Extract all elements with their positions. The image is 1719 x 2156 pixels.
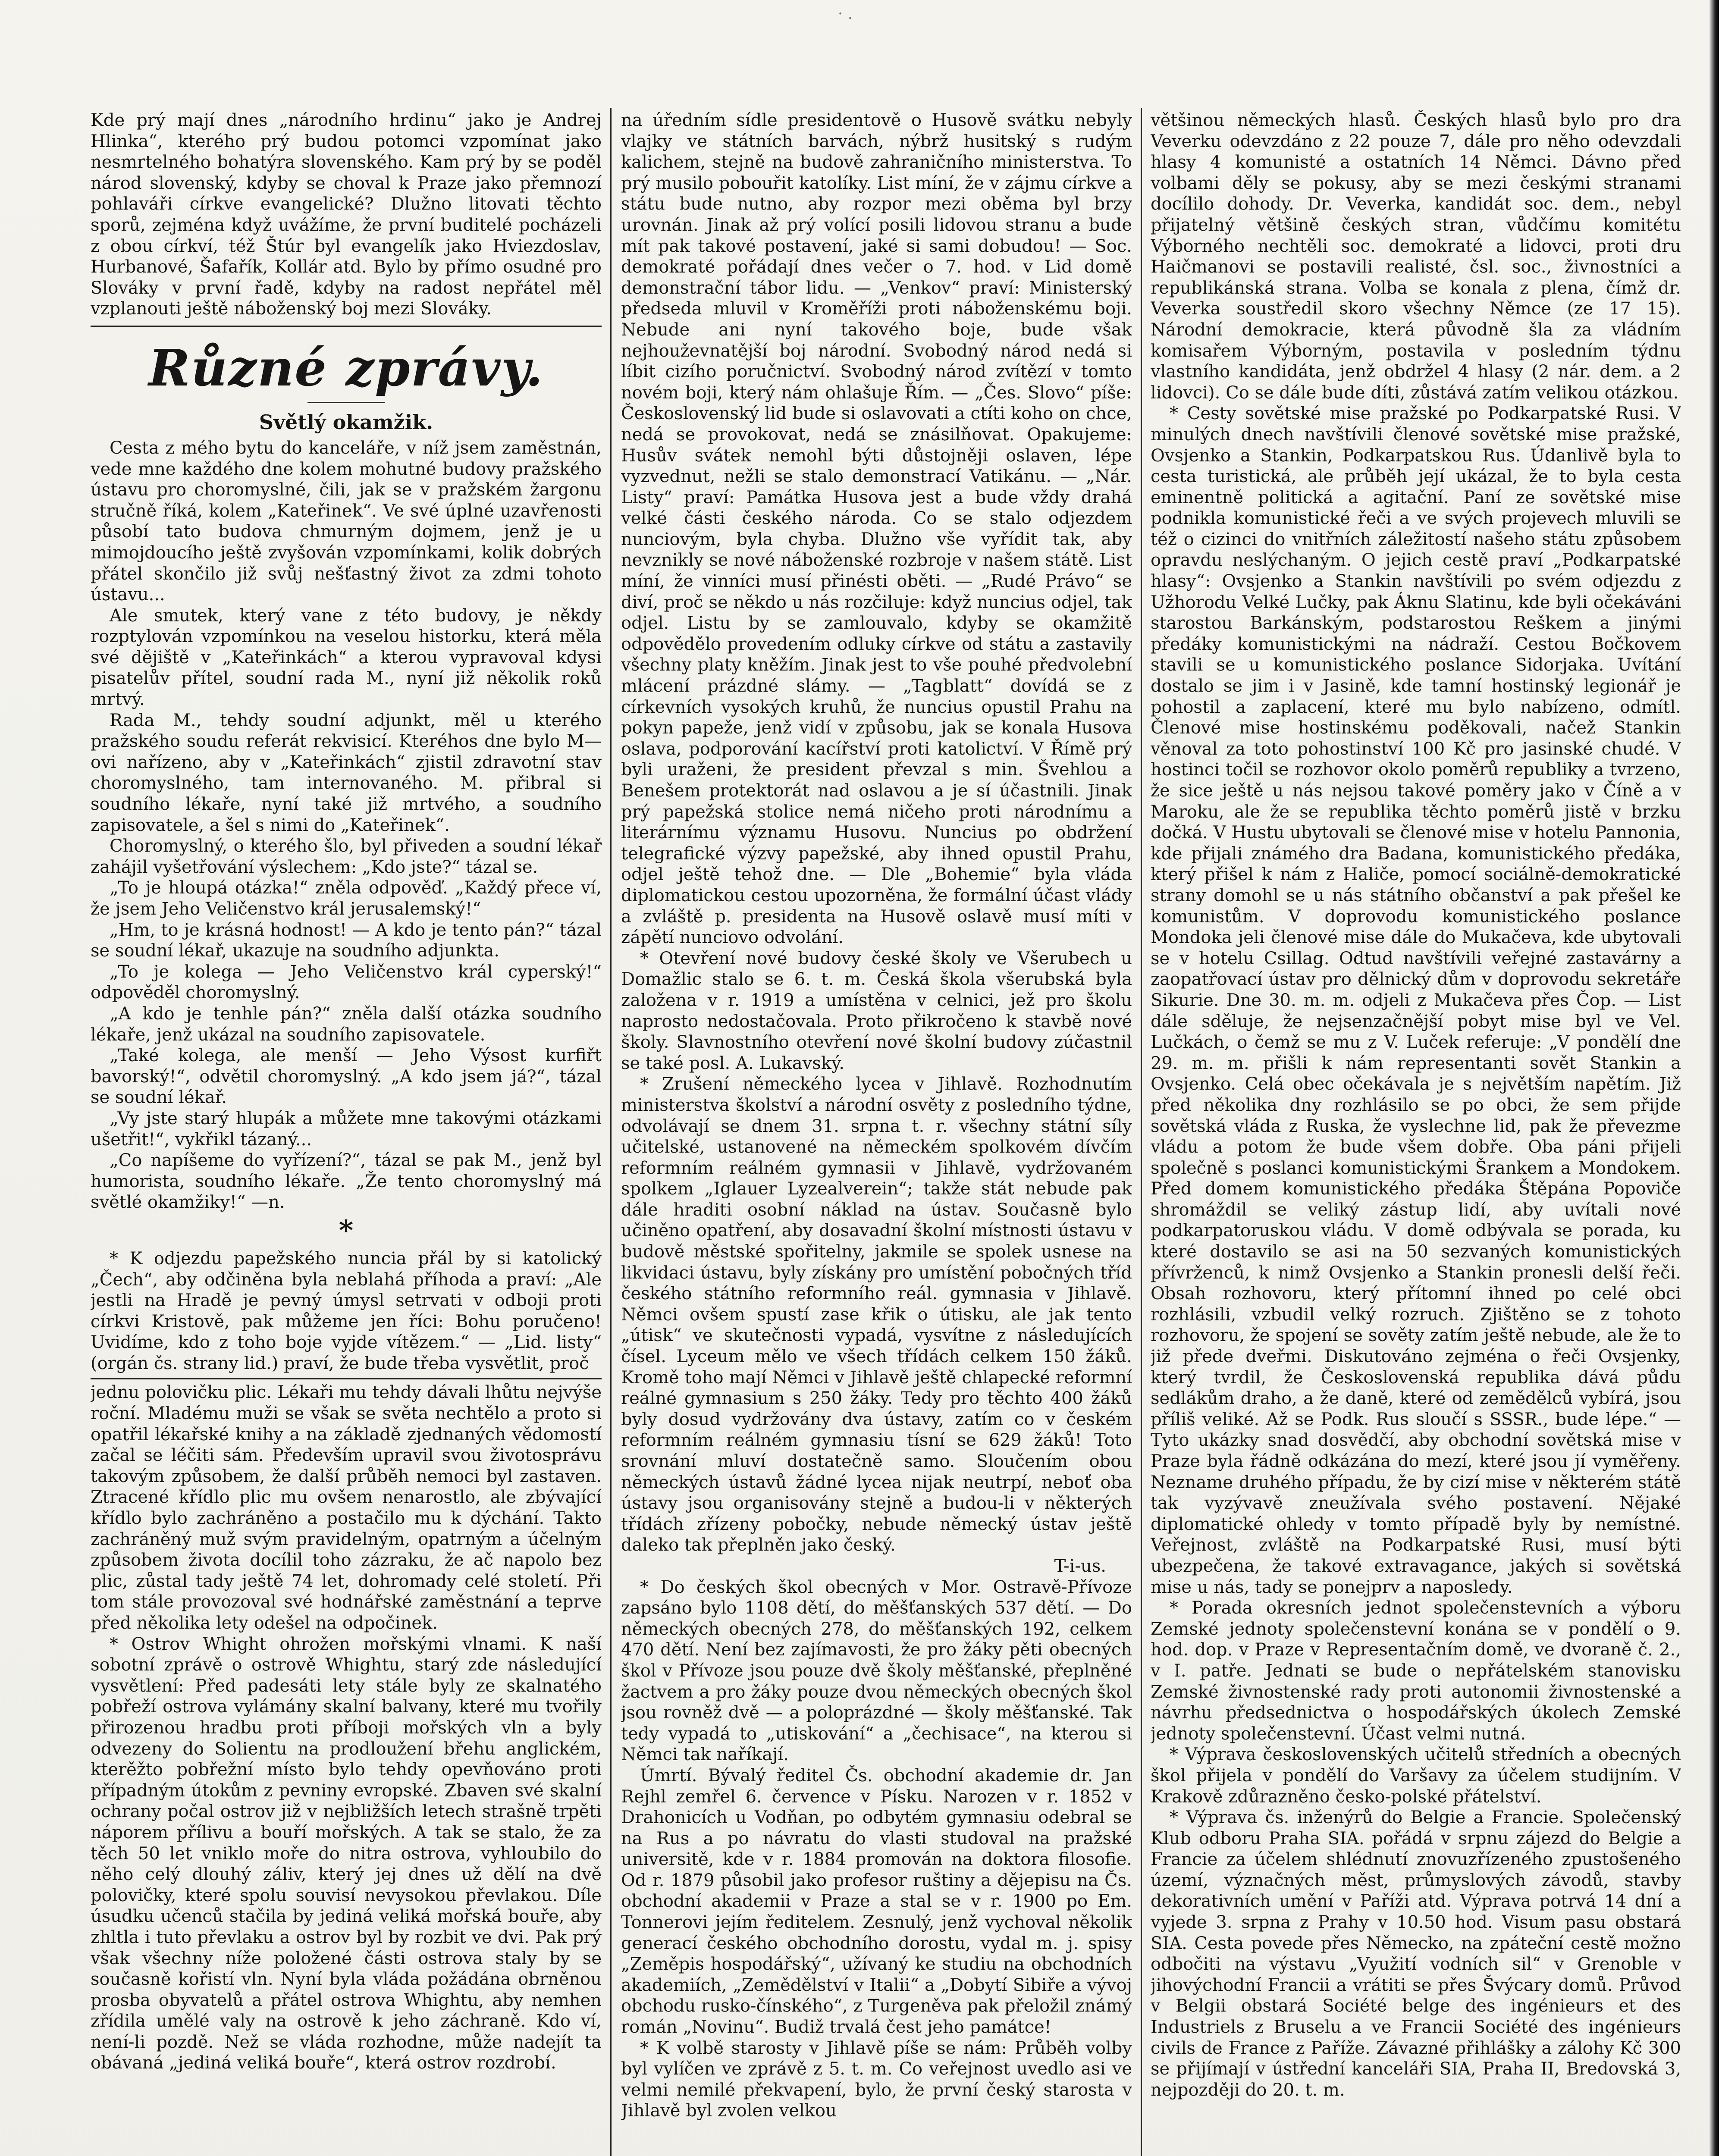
article-paragraph: Choromyslný, o kterého šlo, byl přiveden a soudní lékař zahájil vyšetřování výslechem: „Kdo jste?“ tázal se. (91, 836, 602, 877)
article-paragraph: Cesta z mého bytu do kanceláře, v níž jsem zaměstnán, vede mne každého dne kolem mohutné budovy pražského ústavu pro choromyslné, čili, jak se v pražském žargonu stručně říká, kolem „Kateřinek“. Ve své úplné uzavřenosti působí tato budova chmurným dojmem, jenž je u mimojdoucího ještě zvyšován vzpomínkami, kolik dobrých přátel skončilo již svůj nešťastný život za zdmi tohoto ústavu... (91, 438, 602, 605)
article-paragraph: „To je kolega — Jeho Veličenstvo král cyperský!“ odpověděl choromyslný. (91, 962, 602, 1003)
article-hlinka-end: Kde prý mají dnes „národního hrdinu“ jako je Andrej Hlinka“, kterého prý budou potomci vzpomínat jako nesmrtelného bohatýra slovenského. Kam prý by se poděl národ slovenský, kdyby se choval k Praze jako přemnozí pohlaváři církve evangelické? Dlužno litovati těchto sporů, zejména když uvážíme, že první buditelé pocházeli z obou církví, též Štúr byl evangelík jako Hviezdoslav, Hurbanové, Šafařík, Kollár atd. Bylo by přímo osudné pro Slováky v první řadě, kdyby na radost nepřátel měl vzplanouti ještě náboženský boj mezi Slováky. (91, 110, 602, 319)
article-paragraph: „Také kolega, ale menší — Jeho Výsost kurfiřt bavorský!“, odvětil choromyslný. „A kdo jsem já?“, tázal se soudní lékař. (91, 1046, 602, 1108)
article-jihlava-lyceum: * Zrušení německého lycea v Jihlavě. Rozhodnutím ministerstva školství a národní osvěty z posledního týdne, odvolávají se dnem 31. srpna t. r. všechny státní síly učitelské, ustanovené na německém spolkovém dívčím reformním reálném gymnasii v Jihlavě, vydržovaném spolkem „Iglauer Lyzealverein“; takže stát nebude pak dále hraditi osobní náklad na ústav. Současně bylo učiněno opatření, aby dosavadní školní místnosti ústavu v budově městské spořitelny, jakmile se spolek usnese na likvidaci ústavu, byly získány pro umístění pobočných tříd českého státního reformního reál. gymnasia v Jihlavě. Němci ovšem spustí zase křik o útisku, ale jak tento „útisk“ ve skutečnosti vypadá, vysvítne z následujících čísel. Lyceum mělo ve všech třídách celkem 150 žáků. Kromě toho mají Němci v Jihlavě ještě chlapecké reformní reálné gymnasium s 250 žáky. Tedy pro těchto 400 žáků byly dosud vydržovány dva ústavy, zatím co v českém reformním reálném gymnasiu tísní se 629 žáků! Toto srovnání mluví dostatečně samo. Sloučením obou německých ústavů žádné lycea nijak neutrpí, neboť oba ústavy jsou organisovány stejně a budou-li v některých třídách zřízeny pobočky, nebude německý ústav ještě daleko tak přeplněn jako český. (621, 1074, 1132, 1555)
section-divider (91, 326, 602, 327)
article-jihlava-mayor-continued: většinou německých hlasů. Českých hlasů bylo pro dra Veverku odevzdáno z 22 pouze 7, dále pro něho odevzdali hlasy 4 komunisté a ostatních 14 Němci. Dávno před volbami děly se pokusy, aby se mezi českými stranami docílilo dohody. Dr. Veverka, kandidát soc. dem., nebyl přijatelný většině českých stran, vůdčímu komitétu Výborného nechtěli soc. demokraté a lidovci, proti dru Haičmanovi se postavili realisté, čsl. soc., živnostníci a republikánská strana. Volba se konala z plena, čímž dr. Veverka soustředil skoro všechny Němce (ze 17 15). Národní demokracie, která původně šla za vládním komisařem Výborným, postavila v posledním týdnu vlastního kandidáta, jenž obdržel 4 hlasy (2 nár. dem. a 2 lidovci). Co se dále bude díti, zůstává zatím velikou otázkou. (1151, 110, 1681, 403)
section-title: Různé zprávy. (148, 338, 544, 398)
separator-asterisk: * (339, 1214, 354, 1247)
page-edge-mark: · . (838, 5, 853, 23)
column-divider (1141, 108, 1142, 2156)
page-edge-shadow (1710, 0, 1719, 2156)
article-lung: jednu polovičku plic. Lékaři mu tehdy dávali lhůtu nejvýše roční. Mladému muži se však se světa nechtělo a proto si opatřil lékařské knihy a na základě zjednaných vědomostí začal se léčiti sám. Především upravil svou životosprávu takovým způsobem, že další průběh nemoci byl zastaven. Ztracené křídlo plic mu ovšem nenarostlo, ale zbývající křídlo bylo zachráněno a postačilo mu k dýchání. Takto zachráněný muž svým pravidelným, opatrným a účelným způsobem života docílil toho zázraku, že ač napolo bez plic, zůstal tady ještě 74 let, dohromady celé století. Při tom stále provozoval své hodnářské zaměstnání a teprve před několika lety odešel na odpočinek. (91, 1382, 602, 1633)
column-3 (1151, 110, 1681, 2156)
column-2 (621, 110, 1132, 2156)
article-paragraph: „Co napíšeme do vyřízení?“, tázal se pak M., jenž byl humorista, soudního lékaře. „Že tento choromyslný má světlé okamžiky!“ —n. (91, 1150, 602, 1213)
article-nuncio-continued: na úředním sídle presidentově o Husově svátku nebyly vlajky ve státních barvách, nýbrž husitský s rudým kalichem, stejně na budově zahraničního ministerstva. To prý musilo pobouřit katolíky. List míní, že v zájmu církve a státu bude nutno, aby rozpor mezi oběma byl brzy urovnán. Jinak až prý volící posili lidovou stranu a bude mít pak takové postavení, jaké si sami dobudou! — Soc. demokraté pořádají dnes večer o 7. hod. v Lid domě demonstrační tábor lidu. — „Venkov“ praví: Ministerský předseda mluvil v Kroměříži proti náboženskému boji. Nebude ani nyní takového boje, bude však nejhouževnatější boj národní. Svobodný národ nedá si líbit cizího poručnictví. Svobodný národ zvítězí v tomto novém boji, který nám ohlašuje Řím. — „Čes. Slovo“ píše: Československý lid bude si oslavovati a ctíti koho on chce, nedá se provokovat, nedá se znásilňovat. Opakujeme: Husův svátek nemohl býti důstojněji oslaven, lépe vyzvednut, nežli se stalo demonstrací Vatikánu. — „Nár. Listy“ praví: Památka Husova jest a bude vždy drahá velké části českého národa. Co se stalo odjezdem nunciovým, byla chyba. Dlužno vše vyřídit tak, aby nevznikly se nové náboženské rozbroje v našem státě. List míní, že vinníci musí přinésti oběti. — „Rudé Právo“ se diví, proč se někdo u nás rozčiluje: když nuncius odjel, tak odjel. Listu by se zamlouvalo, kdyby se okamžitě odpovědělo provedením odluky církve od státu a zastavily všechny platy kněžím. Jinak jest to vše pouhé předvolební mlácení prázdné slámy. — „Tagblatt“ dovídá se z církevních vysokých kruhů, že nuncius opustil Prahu na pokyn papeže, jenž vidí v způsobu, jak se konala Husova oslava, podporování kacířství proti katolictví. V Římě prý byli uraženi, že president převzal s min. Švehlou a Benešem protektorát nad oslavou a je sí účastnili. Jinak prý papežská stolice nemá ničeho proti národnímu a literárnímu významu Husovu. Nuncius po obdržení telegrafické výzvy papežské, aby ihned opustil Prahu, odjel ještě tehož dne. — Dle „Bohemie“ byla vláda diplomatickou cestou upozorněna, že formální účast vlády a zvláště p. presidenta na Husově oslavě musí míti v zápětí nunciovo odvolání. (621, 110, 1132, 948)
article-nuncio: * K odjezdu papežského nuncia přál by si katolický „Čech“, aby odčiněna byla neblahá příhoda a praví: „Ale jestli na Hradě je pevný úmysl setrvati v odboji proti církvi Kristově, pak můžeme jen říci: Bohu poručeno! Uvidíme, kdo z toho boje vyjde vítězem.“ — „Lid. listy“ (orgán čs. strany lid.) praví, že bude třeba vysvětlit, proč (91, 1248, 602, 1373)
article-obituary: Úmrtí. Bývalý ředitel Čs. obchodní akademie dr. Jan Rejhl zemřel 6. července v Písku. Narozen v r. 1852 v Drahonicích u Vodňan, po odbytém gymnasiu odebral se na Rus a po návratu do vlasti studoval na pražské universitě, kde v r. 1884 promován na doktora filosofie. Od r. 1879 působil jako profesor ruštiny a dějepisu na Čs. obchodní akademii v Praze a stal se v r. 1900 po Em. Tonnerovi jejím ředitelem. Zesnulý, jenž vychoval několik generací českého obchodního dorostu, vydal m. j. spisy „Zeměpis hospodářský“, užívaný ke studiu na obchodních akademiích, „Zemědělství v Italii“ a „Dobytí Sibiře a vývoj obchodu rusko-čínského“, z Turgeněva pak přeložil známý román „Novinu“. Budiž trvalá čest jeho památce! (621, 1765, 1132, 2037)
article-teachers-warsaw: * Výprava československých učitelů středních a obecných škol přijela v pondělí do Varšavy za účelem studijním. V Krakově zdůrazněno česko-polské přátelství. (1151, 1745, 1681, 1807)
article-whight: * Ostrov Whight ohrožen mořskými vlnami. K naší sobotní zprávě o ostrově Whightu, starý zde následující vysvětlení: Před padesáti lety stále byly ze skalnatého pobřeží ostrova vylámány skalní balvany, které mu tvořily přirozenou hradbu proti příboji mořských vln a byly odvezeny do Solientu na prodloužení břehu anglickém, kterěžto pobřežní místo bylo tehdy opevňováno proti případným útokům z pevniny evropské. Zbaven své skalní ochrany počal ostrov již v nejbližších letech strašně trpěti náporem přílivu a bouří mořských. A tak se stalo, že za těch 50 let vniklo moře do nitra ostrova, vyhloubilo do něho celý dlouhý záliv, který jej dnes už dělí na dvě polovičky, které spolu souvisí nevysokou převlakou. Díle úsudku učenců stačila by jediná veliká mořská bouře, aby zhltla i tuto převlaku a ostrov byl by rozbit ve dvi. Pak prý však všechny níže položené části ostrova staly by se současně kořistí vln. Nyní byla vláda požádána obrněnou prosba obyvatelů a přátel ostrova Whightu, aby nemhen zřídila umělé valy na ostrově k jeho záchraně. Kdo ví, není-li pozdě. Než se vláda rozhodne, může nadejít ta obávaná „jediná veliká bouře“, která ostrov rozdrobí. (91, 1634, 602, 2073)
column-divider (610, 108, 612, 2156)
article-jihlava-mayor: * K volbě starosty v Jihlavě píše se nám: Průběh volby byl vylíčen ve zprávě z 5. t. m. Co veřejnost uvedlo asi ve velmi nemilé překvapení, bylo, že první český starosta v Jihlavě byl zvolen velkou (621, 2038, 1132, 2121)
article-title-svetly-okamzik: Světlý okamžik. (259, 410, 433, 434)
article-signature: T-i-us. (1054, 1556, 1106, 1576)
article-paragraph: Rada M., tehdy soudní adjunkt, měl u kterého pražského soudu referát rekvisicí. Kteréhos dne bylo M—ovi nařízeno, aby v „Kateřinkách“ zjistil zdravotní stav choromyslného, tam internovaného. M. přibral si soudního lékaře, nyní také již mrtvého, a soudního zapisovatele, a šel s nimi do „Kateřinek“. (91, 710, 602, 835)
article-engineers-trip: * Výprava čs. inženýrů do Belgie a Francie. Společenský Klub odboru Praha SIA. pořádá v srpnu zájezd do Belgie a Francie za účelem shlédnutí znovuzřízeného zpustošeného území, význačných měst, průmyslových závodů, stavby dekorativních umění v Paříži atd. Výprava potrvá 14 dní a vyjede 3. srpna z Prahy v 10.50 hod. Visum pasu obstará SIA. Cesta povede přes Německo, na zpáteční cestě možno odbočiti na výstavu „Využití vodních sil“ v Grenoble v jihovýchodní Francii a vrátiti se přes Švýcary domů. Průvod v Belgii obstará Société belge des ingénieurs et des Industriels z Bruselu a ve Francii Société des ingénieurs civils de France z Paříže. Závazné přihlášky a zálohy Kč 300 se přijímají v ústřední kanceláři SIA, Praha II, Bredovská 3, nejpozději do 20. t. m. (1151, 1808, 1681, 2100)
article-paragraph: Ale smutek, který vane z této budovy, je někdy rozptylován vzpomínkou na veselou historku, která měla své dějiště v „Kateřinkách“ a kterou vypravoval kdysi pisatelův přítel, soudní rada M., nyní již několik roků mrtvý. (91, 605, 602, 710)
article-paragraph: „Hm, to je krásná hodnost! — A kdo je tento pán?“ tázal se soudní lékař, ukazuje na soudního adjunkta. (91, 920, 602, 961)
article-soviet-mission: * Cesty sovětské mise pražské po Podkarpatské Rusi. V minulých dnech navštívili členové sovětské mise pražské, Ovsjenko a Stankin, Podkarpatskou Rus. Údanlivě byla to cesta turistická, ale průběh její ukázal, že to byla cesta eminentně politická a agitační. Paní ze sovětské mise podnikla komunistické řeči a ve svých projevech mluvili se též o cizinci do vnitřních záležitostí našeho státu způsobem opravdu neslýchaným. O jejich cestě praví „Podkarpatské hlasy“: Ovsjenko a Stankin navštívili po svém odjezdu z Užhorodu Velké Lučky, pak Áknu Slatinu, kde byli očekáváni starostou Barkánským, podstarostou Reškem a jinými předáky komunistickými na nádraží. Cestou Bočkovem stavili se u komunistického poslance Sidorjaka. Uvítání dostalo se jim i v Jasině, kde tamní hostinský legionář je pohostil a zaplacení, které mu bylo nabízeno, odmítl. Členové mise hostinskému poděkovali, načež Stankin věnoval za toto pohostinství 100 Kč pro jasinské chudé. V hostinci točil se rozhovor okolo poměrů republiky a tvrzeno, že sice ještě u nás nejsou takové poměry jako v Číně a v Maroku, ale že se republika těchto poměrů jistě v brzku dočká. V Hustu ubytovali se členové mise v hotelu Pannonia, kde přijali známého dra Badana, komunistického předáka, který přišel k nám z Haliče, pomocí sociálně-demokratické strany domohl se u nás státního občanství a pak přešel ke komunistům. V doprovodu komunistického poslance Mondoka jeli členové mise dále do Mukačeva, kde ubytovali se v hotelu Csillag. Odtud navštívili veřejné zastavárny a zaopatřovací ústav pro dělnický dům v doprovodu sekretáře Sikurie. Dne 30. m. m. odjeli z Mukačeva přes Čop. — List dále sděluje, že nejsenzačnější pobyt mise byl ve Vel. Lučkách, o čemž se mu z V. Luček referuje: „V pondělí dne 29. m. m. přišli k nám representanti sovět Stankin a Ovsjenko. Celá obec očekávala je s největším napětím. Již před několika dny rozhlásilo se po obci, že sem přijde sovětská vláda z Ruska, že vyslechne lid, pak že převezme vládu a potom že bude všem dobře. Oba páni přijeli společně s poslanci komunistickými Šrankem a Mondokem. Před domem komunistického předáka Štěpána Popoviče shromáždil se veliký zástup lidí, aby uvítali nové podkarpatoruskou vládu. V domě odbývala se porada, ku které dostavilo se asi na 50 sezvaných komunistických přívrženců, k nimž Ovsjenko a Stankin pronesli delší řeči. Obsah rozhovoru, který přítomní ihned po celé obci rozhlásili, vzbudil velký rozruch. Zjištěno se z tohoto rozhovoru, že spojení se sověty zatím ještě nebude, ale že to již přede dveřmi. Diskutováno zejména o řeči Ovsjenky, který tvrdil, že Československá republika dává půdu sedlákům draho, a že daně, které od zemědělců vybírá, jsou příliš veliké. Až se Podk. Rus sloučí s SSSR., bude lépe.“ — Tyto ukázky snad dosvědčí, aby obchodní sovětská mise v Praze byla řádně odkázána do mezí, které jsou jí vyměřeny. Nezname druhého případu, že by cizí mise v některém státě tak vyzývavě zneužívala svého postavení. Nějaké diplomatické ohledy v tomto případě byly by nemístné. Veřejnost, zvláště na Podkarpatské Rusi, musí býti ubezpečena, že takové extravagance, jakých si sovětská mise u nás, tady se ponejprv a naposledy. (1151, 404, 1681, 1597)
article-paragraph: „Vy jste starý hlupák a můžete mne takovými otázkami ušetřit!“, vykřikl tázaný... (91, 1108, 602, 1150)
article-ostrava-schools: * Do českých škol obecných v Mor. Ostravě-Přívoze zapsáno bylo 1108 dětí, do měšťanských 537 dětí. — Do německých obecných 278, do měšťanských 192, celkem 470 dětí. Není bez zajímavosti, že pro žáky pěti obecných škol v Přívoze jsou pouze dvě školy měšťanské, přeplněné žactvem a pro žáky pouze dvou německých obecných škol jsou rovněž dvě — a poloprázdné — školy měšťanské. Tak tedy vypadá to „utiskování“ a „čechisace“, na kterou si Němci tak naříkají. (621, 1577, 1132, 1765)
column-1 (91, 110, 602, 2156)
article-paragraph: „To je hloupá otázka!“ zněla odpověď. „Každý přece ví, že jsem Jeho Veličenstvo král jerusalemský!“ (91, 878, 602, 919)
article-trade-unions: * Porada okresních jednot společenstevních a výboru Zemské jednoty společenstevní konána se v pondělí o 9. hod. dop. v Praze v Representačním domě, ve dvoraně č. 2., v I. patře. Jednati se bude o nepřátelském stanovisku Zemské živnostenské rady proti autonomii živnostenské a návrhu předsednictva o hospodářských úkolech Zemské jednoty společenstevní. Účast velmi nutná. (1151, 1598, 1681, 1744)
title-underline (307, 402, 385, 403)
section-divider (91, 1378, 602, 1379)
article-vserubech: * Otevření nové budovy české školy ve Všerubech u Domažlic stalo se 6. t. m. Česká škola všerubská byla založena v r. 1919 a umístěna v celnici, jež pro školu naprosto nedostačovala. Proto přikročeno k stavbě nové školy. Slavnostního otevření nové školní budovy zúčastnil se také posl. A. Lukavský. (621, 948, 1132, 1073)
article-paragraph: „A kdo je tenhle pán?“ zněla další otázka soudního lékaře, jenž ukázal na soudního zapisovatele. (91, 1003, 602, 1045)
